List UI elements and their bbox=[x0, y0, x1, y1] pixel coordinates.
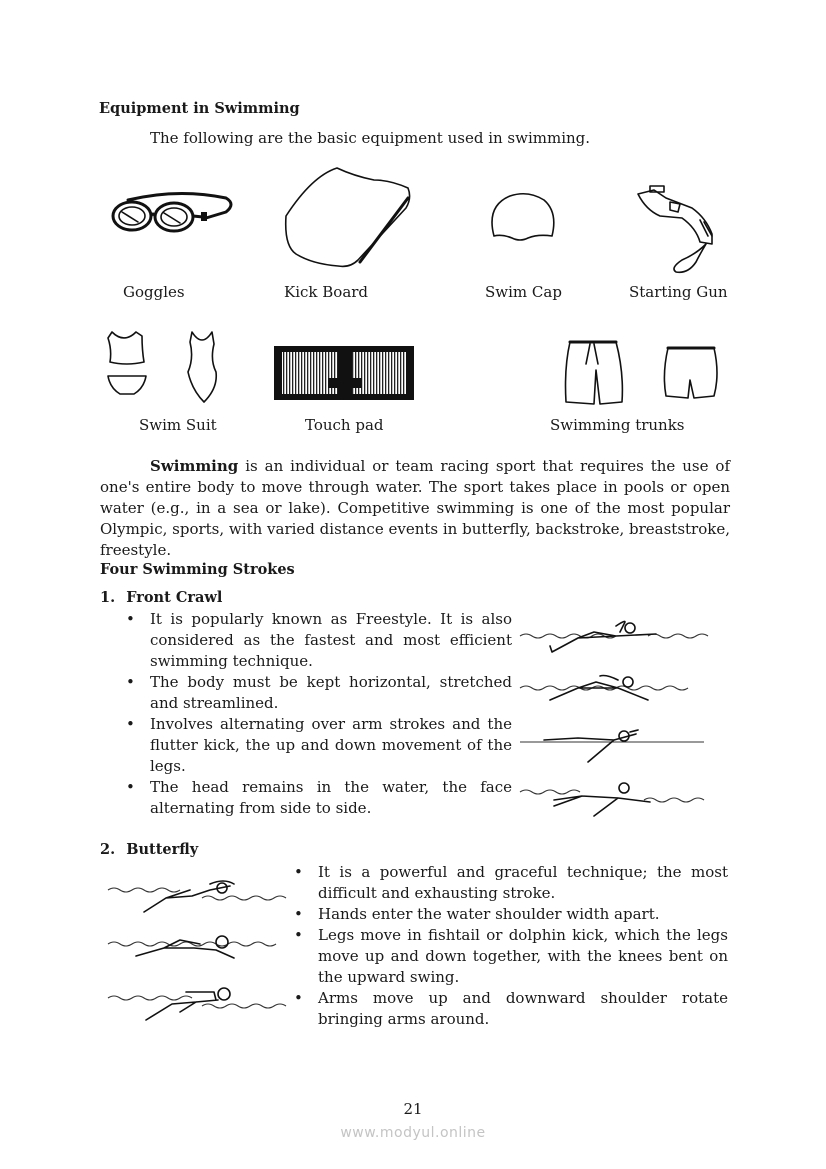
swimming-definition bbox=[100, 456, 730, 561]
stroke-title: Front Crawl bbox=[126, 589, 223, 606]
swimsuit-icon bbox=[106, 330, 218, 408]
watermark: www.modyul.online bbox=[340, 1125, 486, 1141]
starting-gun-label: Starting Gun bbox=[629, 283, 728, 301]
strokes-heading: Four Swimming Strokes bbox=[100, 561, 295, 578]
stroke-butterfly-title bbox=[100, 841, 198, 858]
list-item: • The body must be kept horizontal, stretched and streamlined. bbox=[124, 672, 512, 714]
swimmer-figure-3 bbox=[520, 730, 704, 762]
stroke-title: Butterfly bbox=[126, 841, 199, 858]
list-item: • Involves alternating over arm strokes and the flutter kick, the up and down movement of the legs. bbox=[124, 714, 512, 777]
equipment-intro: The following are the basic equipment used in swimming. bbox=[150, 129, 591, 147]
swimmer-figure-2 bbox=[108, 936, 276, 958]
stroke-number: 1. bbox=[100, 589, 116, 606]
kickboard-icon bbox=[282, 168, 412, 270]
stroke-front-crawl-title bbox=[100, 589, 222, 606]
swimming-trunks-label: Swimming trunks bbox=[550, 416, 685, 434]
swimmer-figure-1 bbox=[520, 621, 708, 652]
definition-text: is an individual or team racing sport that requires the use of one's entire body to move through water. The sport takes place in pools or open water (e.g., in a sea or lake). Competitive swimming is one of the most popular Olympic, sports, with varied distance events in butterfly, backstroke, breaststroke, freestyle. bbox=[100, 457, 730, 559]
touch-pad-icon bbox=[274, 346, 414, 400]
swimmer-figure-1 bbox=[108, 881, 286, 912]
goggles-icon bbox=[108, 190, 236, 240]
swimming-trunks-icon bbox=[564, 338, 720, 408]
swimsuit-label: Swim Suit bbox=[139, 416, 217, 434]
equipment-heading: Equipment in Swimming bbox=[99, 100, 300, 117]
list-item: • Hands enter the water shoulder width apart. bbox=[292, 904, 728, 925]
swim-cap-icon bbox=[488, 192, 558, 244]
swim-cap-label: Swim Cap bbox=[485, 283, 562, 301]
touch-pad-label: Touch pad bbox=[305, 416, 384, 434]
swimmer-figure-3 bbox=[108, 988, 286, 1020]
list-item: • Legs move in fishtail or dolphin kick, which the legs move up and down together, with the knees bent on the upward swing. bbox=[292, 925, 728, 988]
butterfly-bullets bbox=[292, 862, 728, 1030]
front-crawl-bullets bbox=[124, 609, 512, 819]
kickboard-label: Kick Board bbox=[284, 283, 369, 301]
stroke-number: 2. bbox=[100, 841, 116, 858]
swimmer-figure-2 bbox=[520, 676, 688, 701]
front-crawl-illustration bbox=[518, 612, 710, 824]
goggles-label: Goggles bbox=[123, 283, 185, 301]
list-item: • Arms move up and downward shoulder rotate bringing arms around. bbox=[292, 988, 728, 1030]
swimmer-figure-4 bbox=[520, 783, 704, 816]
list-item: • The head remains in the water, the face alternating from side to side. bbox=[124, 777, 512, 819]
list-item: • It is a powerful and graceful technique; the most difficult and exhausting stroke. bbox=[292, 862, 728, 904]
list-item: • It is popularly known as Freestyle. It is also considered as the fastest and most efficient swimming technique. bbox=[124, 609, 512, 672]
starting-gun-icon bbox=[636, 184, 720, 276]
butterfly-illustration bbox=[106, 876, 288, 1030]
definition-lead: Swimming bbox=[150, 457, 239, 475]
page-number: 21 bbox=[403, 1100, 423, 1118]
